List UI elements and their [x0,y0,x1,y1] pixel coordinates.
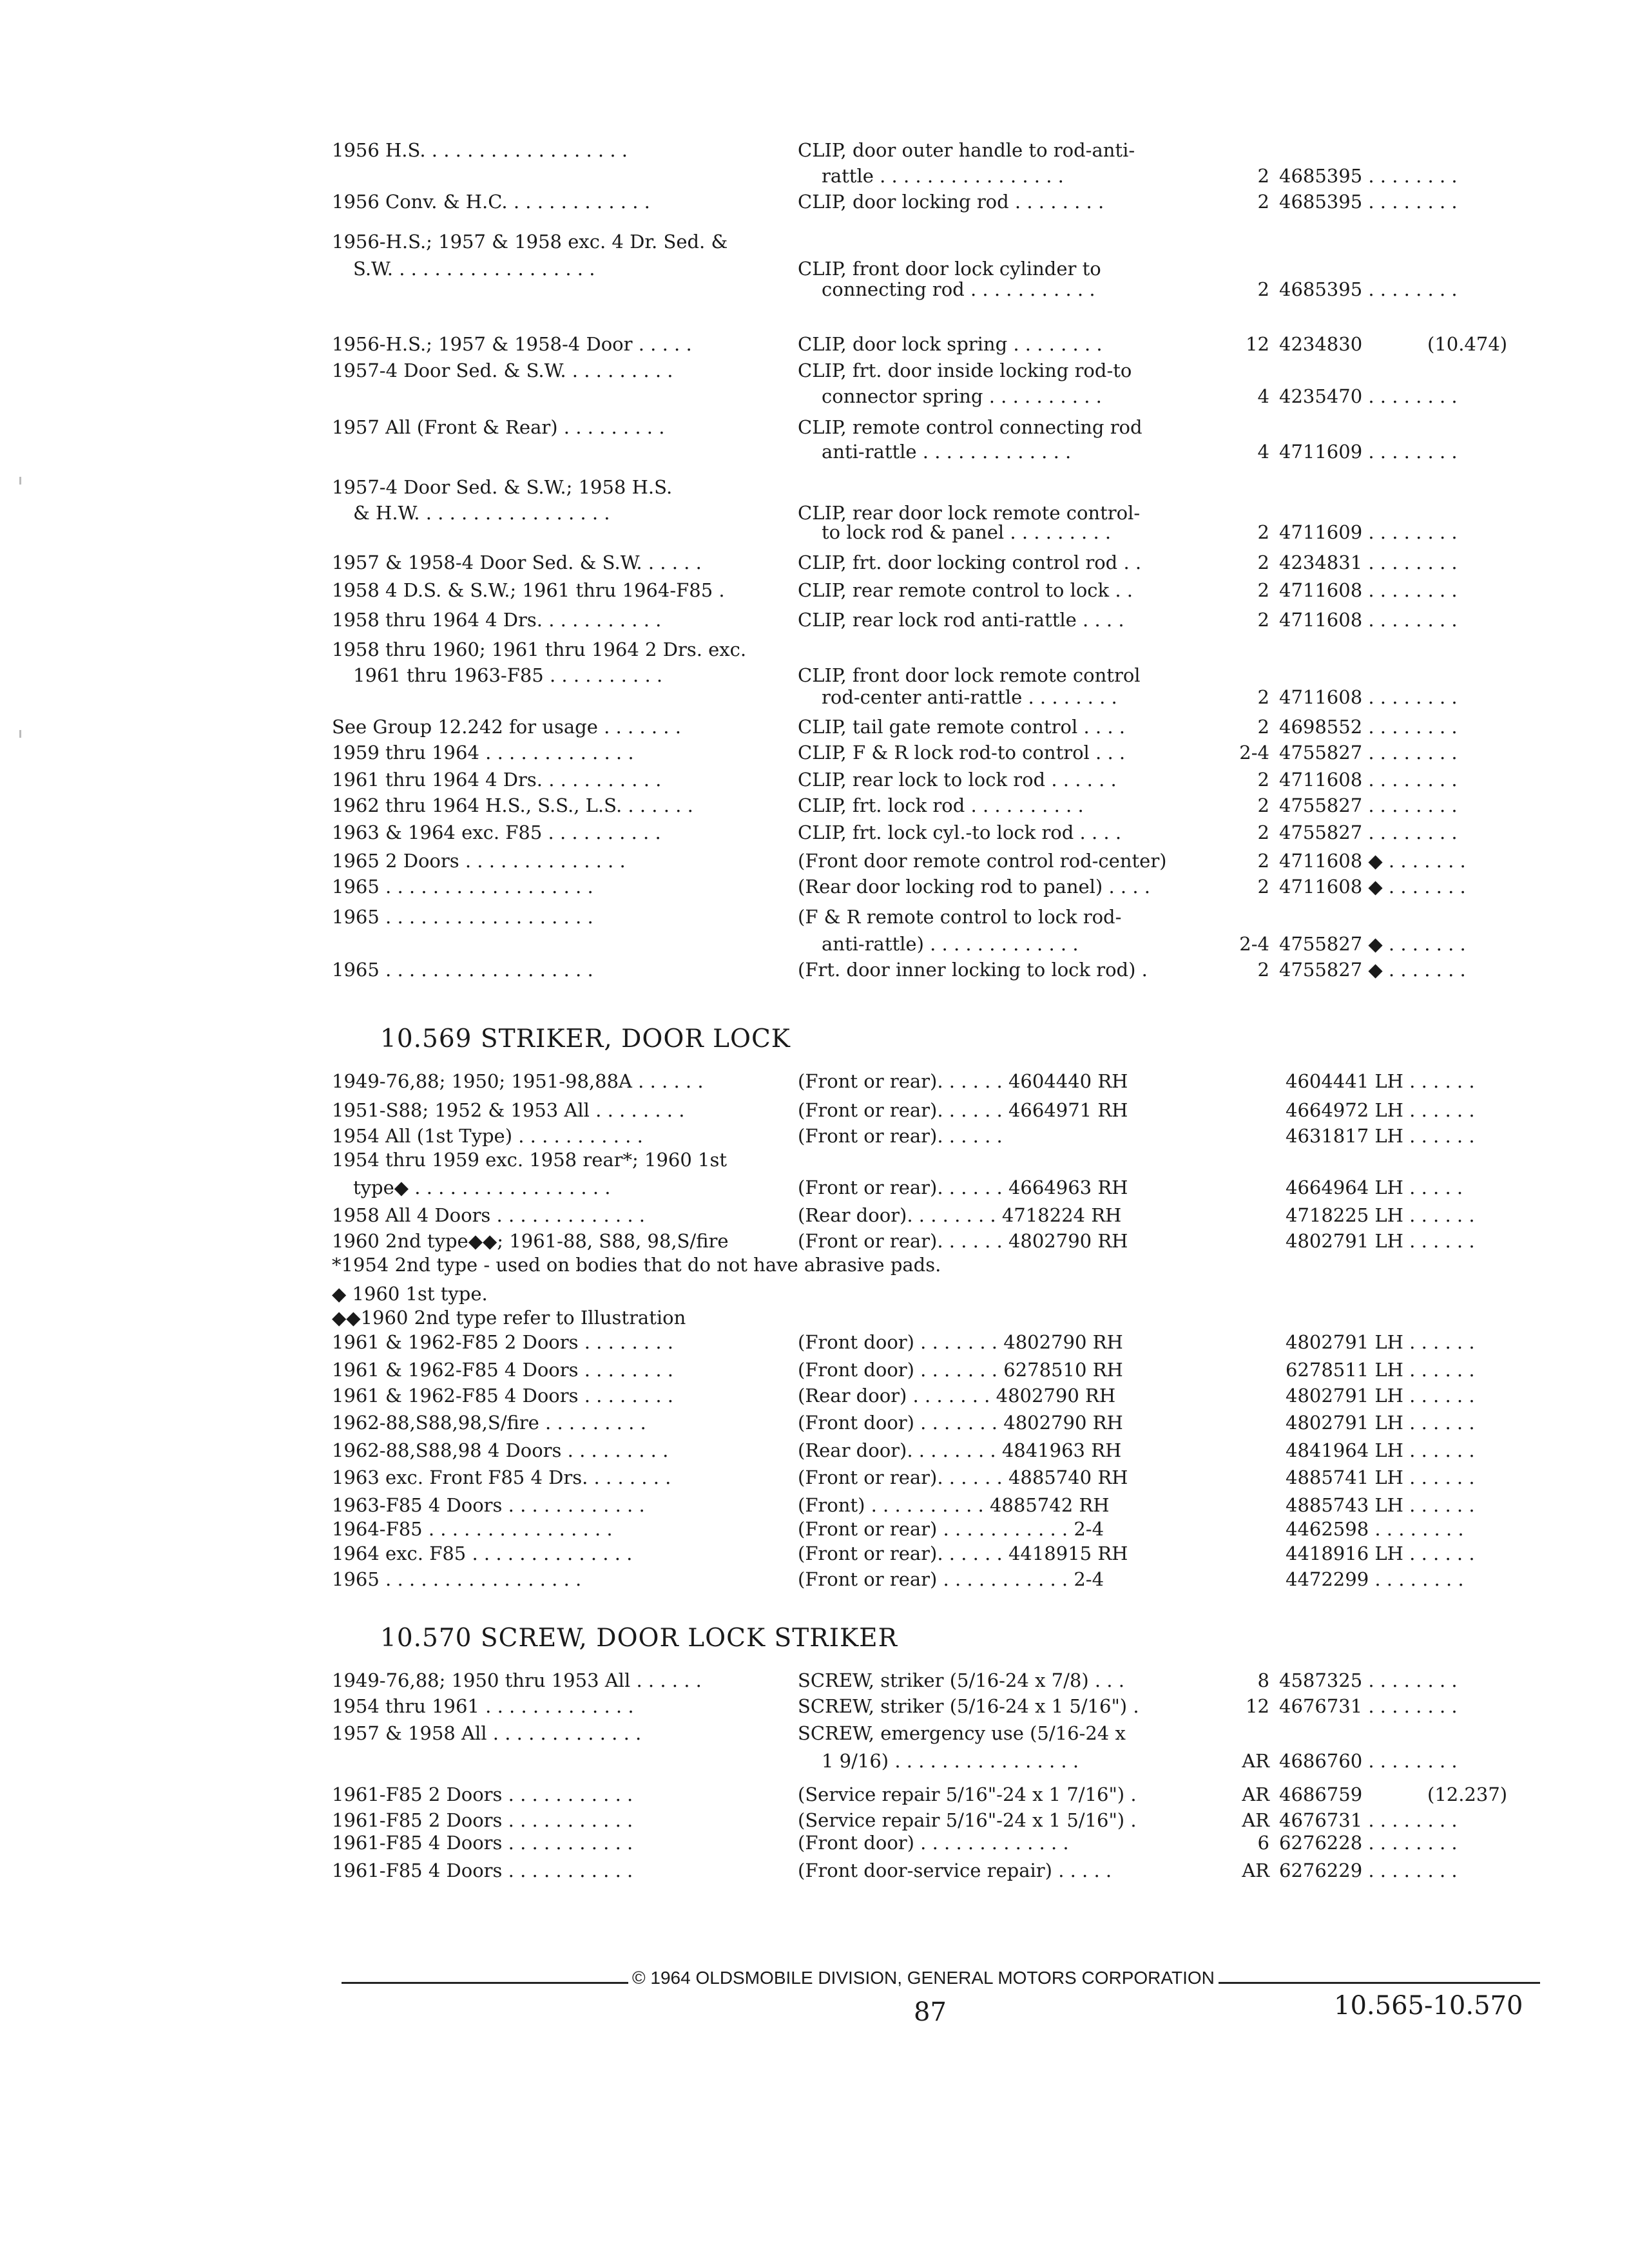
description-cell: CLIP, rear lock to lock rod . . . . . . [798,769,1117,791]
application-cell: 1954 thru 1959 exc. 1958 rear*; 1960 1st [332,1149,728,1171]
application-cell: 1957-4 Door Sed. & S.W.; 1958 H.S. [332,476,673,498]
quantity-cell: AR [1242,1783,1269,1805]
description-cell: CLIP, rear door lock remote control- [798,502,1141,524]
application-cell: 1957 & 1958-4 Door Sed. & S.W. . . . . . [332,552,702,573]
quantity-cell: 2 [1257,191,1269,213]
quantity-cell: 4 [1257,441,1269,463]
part-number-cell: 4885743 LH . . . . . . [1286,1494,1475,1516]
application-cell: 1956-H.S.; 1957 & 1958 exc. 4 Dr. Sed. & [332,231,728,253]
description-cell: CLIP, front door lock remote control [798,664,1141,686]
description-cell: anti-rattle . . . . . . . . . . . . . [822,441,1072,463]
copyright-notice: © 1964 OLDSMOBILE DIVISION, GENERAL MOTORS CORPORATION [628,1968,1219,1988]
quantity-cell: 2 [1257,876,1269,898]
section-heading-10569: 10.569 STRIKER, DOOR LOCK [380,1024,791,1053]
part-number-cell: 4234831 . . . . . . . . [1279,552,1458,573]
application-cell: 1960 2nd type◆◆; 1961-88, S88, 98,S/fire [332,1230,729,1252]
application-cell: 1961-F85 4 Doors . . . . . . . . . . . [332,1860,633,1881]
part-number-cell: 4676731 . . . . . . . . [1279,1695,1458,1717]
application-cell: 1958 All 4 Doors . . . . . . . . . . . . . [332,1204,645,1226]
application-cell: S.W. . . . . . . . . . . . . . . . . . [353,258,595,280]
application-cell: 1961-F85 2 Doors . . . . . . . . . . . [332,1783,633,1805]
description-cell: CLIP, door outer handle to rod-anti- [798,139,1135,161]
application-cell: 1963 & 1964 exc. F85 . . . . . . . . . . [332,822,661,843]
description-cell: CLIP, frt. lock rod . . . . . . . . . . [798,794,1084,816]
footnote-text: ◆ 1960 1st type. [332,1283,488,1305]
application-cell: type◆ . . . . . . . . . . . . . . . . . [353,1177,611,1198]
description-cell: (Front or rear). . . . . . 4664963 RH [798,1177,1128,1198]
description-cell: (Service repair 5/16"-24 x 1 7/16") . [798,1783,1137,1805]
application-cell: 1956 H.S. . . . . . . . . . . . . . . . . . [332,139,628,161]
part-number-cell: 4711608 . . . . . . . . [1279,609,1458,631]
description-cell: (Front or rear) . . . . . . . . . . . 2-4 [798,1518,1104,1540]
quantity-cell: 12 [1246,333,1269,355]
application-cell: 1957 All (Front & Rear) . . . . . . . . . [332,416,665,438]
application-cell: 1965 . . . . . . . . . . . . . . . . . . [332,959,593,981]
application-cell: 1958 thru 1964 4 Drs. . . . . . . . . . . [332,609,662,631]
description-cell: (Rear door locking rod to panel) . . . . [798,876,1150,898]
part-number-cell: 4711608 ◆ . . . . . . . [1279,876,1466,898]
description-cell: to lock rod & panel . . . . . . . . . [822,521,1112,543]
description-cell: SCREW, emergency use (5/16-24 x [798,1722,1126,1744]
part-number-cell: 4711608 . . . . . . . . [1279,579,1458,601]
footnote-text: ◆◆1960 2nd type refer to Illustration [332,1307,686,1329]
description-cell: connector spring . . . . . . . . . . [822,385,1102,407]
reference-cell: (12.237) [1427,1783,1508,1805]
scan-mark [19,730,21,738]
description-cell: (Front or rear). . . . . . 4802790 RH [798,1230,1128,1252]
part-number-cell: 4711609 . . . . . . . . [1279,521,1458,543]
application-cell: 1958 4 D.S. & S.W.; 1961 thru 1964-F85 . [332,579,725,601]
quantity-cell: 2 [1257,769,1269,791]
description-cell: (Front or rear). . . . . . 4418915 RH [798,1542,1128,1564]
part-number-cell: 4418916 LH . . . . . . [1286,1542,1475,1564]
part-number-cell: 4686760 . . . . . . . . [1279,1750,1458,1772]
application-cell: 1961 thru 1963-F85 . . . . . . . . . . [353,664,663,686]
application-cell: 1961 & 1962-F85 4 Doors . . . . . . . . [332,1385,673,1407]
quantity-cell: 2 [1257,794,1269,816]
description-cell: (Front door) . . . . . . . 6278510 RH [798,1359,1123,1381]
application-cell: 1959 thru 1964 . . . . . . . . . . . . . [332,742,634,764]
part-number-cell: 4718225 LH . . . . . . [1286,1204,1475,1226]
page-range: 10.565-10.570 [1334,1991,1523,2021]
application-cell: 1965 . . . . . . . . . . . . . . . . . [332,1568,582,1590]
application-cell: 1956-H.S.; 1957 & 1958-4 Door . . . . . [332,333,692,355]
quantity-cell: 2-4 [1239,933,1269,955]
description-cell: SCREW, striker (5/16-24 x 7/8) . . . [798,1669,1124,1691]
description-cell: (Front or rear). . . . . . 4604440 RH [798,1070,1128,1092]
application-cell: & H.W. . . . . . . . . . . . . . . . . [353,502,610,524]
quantity-cell: 4 [1257,385,1269,407]
application-cell: 1963-F85 4 Doors . . . . . . . . . . . . [332,1494,645,1516]
application-cell: 1962 thru 1964 H.S., S.S., L.S. . . . . . . [332,794,693,816]
application-cell: See Group 12.242 for usage . . . . . . . [332,716,681,738]
application-cell: 1963 exc. Front F85 4 Drs. . . . . . . . [332,1466,671,1488]
application-cell: 1956 Conv. & H.C. . . . . . . . . . . . . [332,191,650,213]
quantity-cell: 2 [1257,579,1269,601]
part-number-cell: 4885741 LH . . . . . . [1286,1466,1475,1488]
part-number-cell: 4631817 LH . . . . . . [1286,1125,1475,1147]
footnote-text: *1954 2nd type - used on bodies that do not have abrasive pads. [332,1254,941,1276]
part-number-cell: 4755827 . . . . . . . . [1279,822,1458,843]
description-cell: (Front or rear) . . . . . . . . . . . 2-4 [798,1568,1104,1590]
description-cell: rod-center anti-rattle . . . . . . . . [822,686,1117,708]
application-cell: 1951-S88; 1952 & 1953 All . . . . . . . . [332,1099,685,1121]
quantity-cell: 2 [1257,686,1269,708]
part-number-cell: 4664964 LH . . . . . [1286,1177,1463,1198]
description-cell: (Service repair 5/16"-24 x 1 5/16") . [798,1809,1137,1831]
part-number-cell: 6276228 . . . . . . . . [1279,1832,1458,1854]
description-cell: (Front or rear). . . . . . 4885740 RH [798,1466,1128,1488]
description-cell: rattle . . . . . . . . . . . . . . . . [822,165,1064,187]
part-number-cell: 4841964 LH . . . . . . [1286,1439,1475,1461]
description-cell: CLIP, F & R lock rod-to control . . . [798,742,1126,764]
quantity-cell: 2 [1257,716,1269,738]
description-cell: SCREW, striker (5/16-24 x 1 5/16") . [798,1695,1139,1717]
part-number-cell: 4711608 ◆ . . . . . . . [1279,850,1466,872]
description-cell: (Front or rear). . . . . . 4664971 RH [798,1099,1128,1121]
description-cell: CLIP, door lock spring . . . . . . . . [798,333,1103,355]
description-cell: anti-rattle) . . . . . . . . . . . . . [822,933,1079,955]
quantity-cell: 2 [1257,822,1269,843]
part-number-cell: 4235470 . . . . . . . . [1279,385,1458,407]
part-number-cell: 6278511 LH . . . . . . [1286,1359,1475,1381]
description-cell: 1 9/16) . . . . . . . . . . . . . . . . [822,1750,1079,1772]
quantity-cell: 2 [1257,609,1269,631]
part-number-cell: 4755827 . . . . . . . . [1279,794,1458,816]
application-cell: 1965 . . . . . . . . . . . . . . . . . . [332,906,593,928]
part-number-cell: 4755827 ◆ . . . . . . . [1279,933,1466,955]
application-cell: 1961 & 1962-F85 4 Doors . . . . . . . . [332,1359,673,1381]
reference-cell: (10.474) [1427,333,1508,355]
description-cell: (Frt. door inner locking to lock rod) . [798,959,1148,981]
description-cell: CLIP, frt. door inside locking rod-to [798,360,1132,381]
quantity-cell: 8 [1257,1669,1269,1691]
application-cell: 1949-76,88; 1950 thru 1953 All . . . . . . [332,1669,702,1691]
part-number-cell: 4711608 . . . . . . . . [1279,769,1458,791]
part-number-cell: 4755827 . . . . . . . . [1279,742,1458,764]
description-cell: CLIP, door locking rod . . . . . . . . [798,191,1104,213]
description-cell: (Front door remote control rod-center) [798,850,1167,872]
application-cell: 1964-F85 . . . . . . . . . . . . . . . . [332,1518,613,1540]
part-number-cell: 4676731 . . . . . . . . [1279,1809,1458,1831]
description-cell: CLIP, tail gate remote control . . . . [798,716,1125,738]
description-cell: CLIP, frt. door locking control rod . . [798,552,1142,573]
part-number-cell: 4802791 LH . . . . . . [1286,1412,1475,1434]
quantity-cell: 2 [1257,959,1269,981]
application-cell: 1962-88,S88,98,S/fire . . . . . . . . . [332,1412,646,1434]
quantity-cell: 2 [1257,521,1269,543]
quantity-cell: 2 [1257,278,1269,300]
description-cell: CLIP, front door lock cylinder to [798,258,1101,280]
part-number-cell: 4802791 LH . . . . . . [1286,1385,1475,1407]
part-number-cell: 4604441 LH . . . . . . [1286,1070,1475,1092]
page-number: 87 [914,1997,947,2027]
part-number-cell: 4685395 . . . . . . . . [1279,165,1458,187]
quantity-cell: 2 [1257,850,1269,872]
scan-mark [19,477,21,485]
part-number-cell: 4685395 . . . . . . . . [1279,191,1458,213]
part-number-cell: 4698552 . . . . . . . . [1279,716,1458,738]
description-cell: (Rear door) . . . . . . . 4802790 RH [798,1385,1116,1407]
description-cell: (Front) . . . . . . . . . . 4885742 RH [798,1494,1110,1516]
application-cell: 1961-F85 4 Doors . . . . . . . . . . . [332,1832,633,1854]
description-cell: (Front door) . . . . . . . 4802790 RH [798,1331,1123,1353]
part-number-cell: 4802791 LH . . . . . . [1286,1230,1475,1252]
application-cell: 1962-88,S88,98 4 Doors . . . . . . . . . [332,1439,669,1461]
description-cell: (Front or rear). . . . . . [798,1125,1003,1147]
part-number-cell: 4802791 LH . . . . . . [1286,1331,1475,1353]
description-cell: (Rear door). . . . . . . . 4841963 RH [798,1439,1122,1461]
description-cell: (Front door-service repair) . . . . . [798,1860,1112,1881]
application-cell: 1961 & 1962-F85 2 Doors . . . . . . . . [332,1331,673,1353]
application-cell: 1961-F85 2 Doors . . . . . . . . . . . [332,1809,633,1831]
quantity-cell: AR [1242,1809,1269,1831]
quantity-cell: 2 [1257,165,1269,187]
quantity-cell: 2-4 [1239,742,1269,764]
application-cell: 1957 & 1958 All . . . . . . . . . . . . . [332,1722,642,1744]
description-cell: connecting rod . . . . . . . . . . . [822,278,1095,300]
description-cell: (F & R remote control to lock rod- [798,906,1122,928]
application-cell: 1954 thru 1961 . . . . . . . . . . . . . [332,1695,634,1717]
part-number-cell: 4587325 . . . . . . . . [1279,1669,1458,1691]
description-cell: CLIP, rear remote control to lock . . [798,579,1133,601]
description-cell: (Front door) . . . . . . . . . . . . . [798,1832,1069,1854]
part-number-cell: 4711609 . . . . . . . . [1279,441,1458,463]
description-cell: CLIP, frt. lock cyl.-to lock rod . . . . [798,822,1122,843]
application-cell: 1957-4 Door Sed. & S.W. . . . . . . . . . [332,360,673,381]
application-cell: 1965 . . . . . . . . . . . . . . . . . . [332,876,593,898]
part-number-cell: 4711608 . . . . . . . . [1279,686,1458,708]
part-number-cell: 4234830 [1279,333,1363,355]
application-cell: 1958 thru 1960; 1961 thru 1964 2 Drs. exc. [332,639,747,660]
part-number-cell: 4686759 [1279,1783,1363,1805]
quantity-cell: AR [1242,1750,1269,1772]
part-number-cell: 4755827 ◆ . . . . . . . [1279,959,1466,981]
part-number-cell: 4664972 LH . . . . . . [1286,1099,1475,1121]
quantity-cell: 2 [1257,552,1269,573]
quantity-cell: 12 [1246,1695,1269,1717]
part-number-cell: 4472299 . . . . . . . . [1286,1568,1464,1590]
section-heading-10570: 10.570 SCREW, DOOR LOCK STRIKER [380,1624,898,1653]
description-cell: (Front door) . . . . . . . 4802790 RH [798,1412,1123,1434]
part-number-cell: 4462598 . . . . . . . . [1286,1518,1464,1540]
application-cell: 1964 exc. F85 . . . . . . . . . . . . . . [332,1542,633,1564]
part-number-cell: 6276229 . . . . . . . . [1279,1860,1458,1881]
part-number-cell: 4685395 . . . . . . . . [1279,278,1458,300]
application-cell: 1949-76,88; 1950; 1951-98,88A . . . . . . [332,1070,704,1092]
quantity-cell: 6 [1257,1832,1269,1854]
description-cell: (Rear door). . . . . . . . 4718224 RH [798,1204,1122,1226]
application-cell: 1954 All (1st Type) . . . . . . . . . . . [332,1125,643,1147]
application-cell: 1961 thru 1964 4 Drs. . . . . . . . . . . [332,769,662,791]
application-cell: 1965 2 Doors . . . . . . . . . . . . . . [332,850,626,872]
description-cell: CLIP, remote control connecting rod [798,416,1142,438]
quantity-cell: AR [1242,1860,1269,1881]
description-cell: CLIP, rear lock rod anti-rattle . . . . [798,609,1124,631]
